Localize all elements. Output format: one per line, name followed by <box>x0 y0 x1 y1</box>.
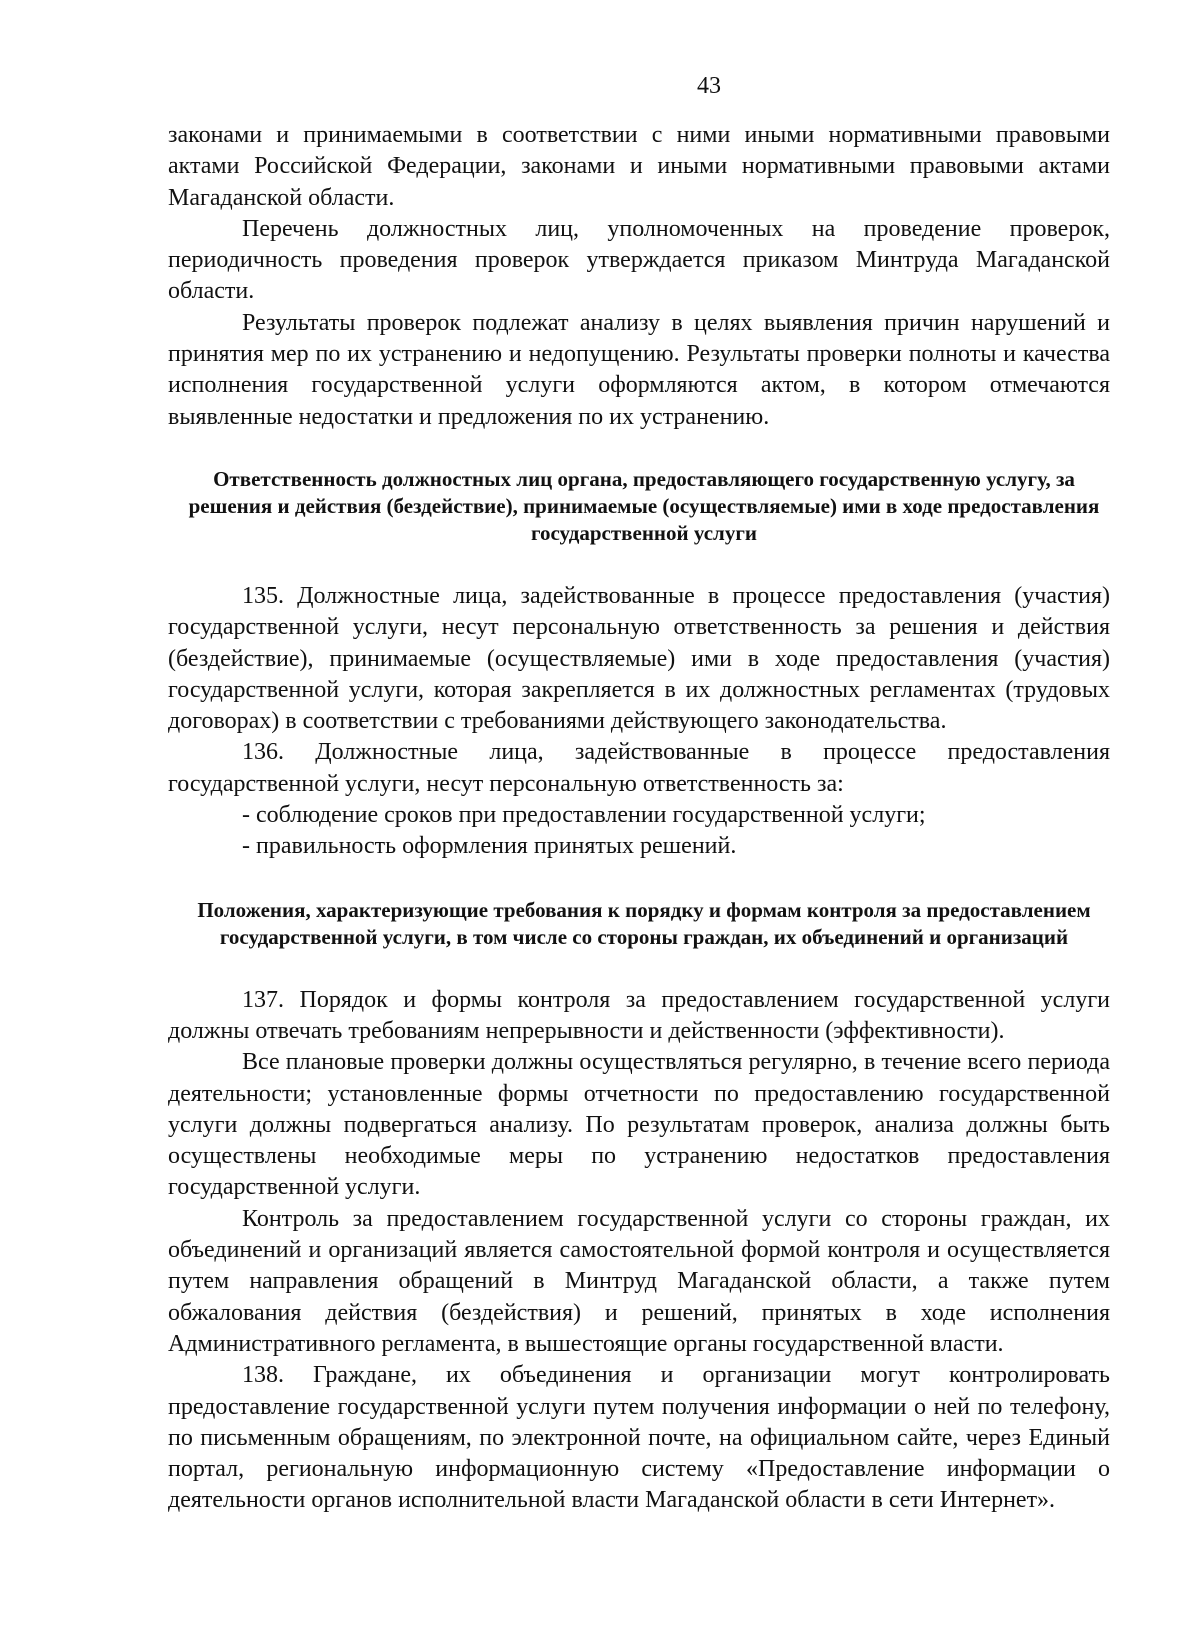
document-page <box>168 72 1110 1517</box>
list-item-decisions: - правильность оформления принятых решений. <box>242 833 737 860</box>
paragraph-inspectors-list: Перечень должностных лиц, уполномоченных на проведение проверок, периодичность проведения проверок утверждается приказом Минтруда Магаданской области. <box>168 215 1110 305</box>
paragraph-137: 137. Порядок и формы контроля за предоставлением государственной услуги должны отвечать требованиям непрерывности и действенности (эффективности). <box>168 986 1110 1044</box>
paragraph-citizen-control: Контроль за предоставлением государственной услуги со стороны граждан, их объединений и организаций является самостоятельной формой контроля и осуществляется путем направления обращений в Минтруд Магаданской области, а также путем обжалования действия (бездействия) и решений, принятых в ходе исполнения Административного регламента, в вышестоящие органы государственной власти. <box>168 1205 1110 1357</box>
page-number: 43 <box>697 73 721 99</box>
paragraph-135: 135. Должностные лица, задействованные в процессе предоставления (участия) государственной услуги, несут персональную ответственность за решения и действия (бездействие), принимаемые (осуществляемые) ими в ходе предоставления (участия) государственной услуги, которая закрепляется в их должностных регламентах (трудовых договорах) в соответствии с требованиями действующего законодательства. <box>168 582 1110 735</box>
list-item-deadlines: - соблюдение сроков при предоставлении государственной услуги; <box>242 802 926 829</box>
section-heading-responsibility: Ответственность должностных лиц органа, предоставляющего государственную услугу, за решения и действия (бездействие), принимаемые (осуществляемые) ими в ходе предоставления государственной услуги <box>188 466 1100 545</box>
paragraph-continuation: законами и принимаемыми в соответствии с ними иными нормативными правовыми актами Российской Федерации, законами и иными нормативными правовыми актами Магаданской области. <box>168 122 1110 211</box>
section-heading-control: Положения, характеризующие требования к порядку и формам контроля за предоставлением государственной услуги, в том числе со стороны граждан, их объединений и организаций <box>197 897 1091 949</box>
paragraph-inspection-results: Результаты проверок подлежат анализу в целях выявления причин нарушений и принятия мер по их устранению и недопущению. Результаты проверки полноты и качества исполнения государственной услуги оформляются актом, в котором отмечаются выявленные недостатки и предложения по их устранению. <box>168 309 1110 430</box>
paragraph-138: 138. Граждане, их объединения и организации могут контролировать предоставление государственной услуги путем получения информации о ней по телефону, по письменным обращениям, по электронной почте, на официальном сайте, через Единый портал, региональную информационную систему «Предоставление информации о деятельности органов исполнительной власти Магаданской области в сети Интернет». <box>168 1362 1110 1514</box>
paragraph-136: 136. Должностные лица, задействованные в процессе предоставления государственной услуги, несут персональную ответственность за: <box>168 739 1110 797</box>
paragraph-planned-inspections: Все плановые проверки должны осуществляться регулярно, в течение всего периода деятельности; установленные формы отчетности по предоставлению государственной услуги должны подвергаться анализу. По результатам проверок, анализа должны быть осуществлены необходимые меры по устранению недостатков предоставления государственной услуги. <box>168 1049 1110 1201</box>
